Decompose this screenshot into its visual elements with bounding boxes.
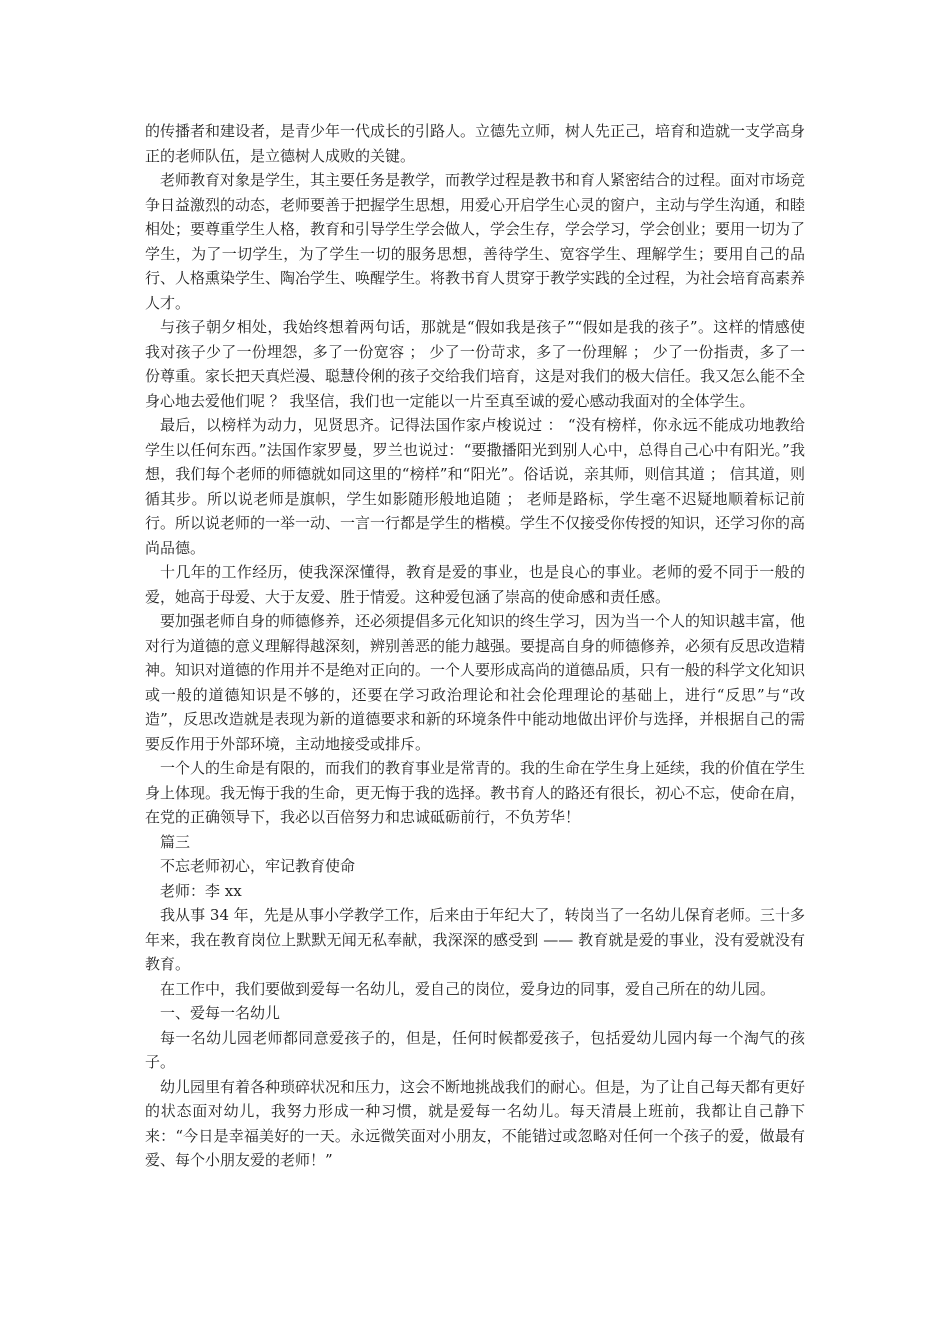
paragraph-2: 老师教育对象是学生，其主要任务是教学，而教学过程是教书和育人紧密结合的过程。面对市场竞争日益激烈的动态，老师要善于把握学生思想，用爱心开启学生心灵的窗户，主动与学生沟通，和睦相处；要尊重学生人格，教育和引导学生学会做人，学会生存，学会学习，学会创业；要用一切为了学生，为了一切学生，为了学生一切的服务思想，善待学生、宽容学生、理解学生；要用自己的品行、人格熏染学生、陶冶学生、唤醒学生。将教书育人贯穿于教学实践的全过程，为社会培育高素养人才。 xyxy=(145,171,806,312)
document-page xyxy=(145,119,805,1173)
paragraph-10: 每一名幼儿园老师都同意爱孩子的，但是，任何时候都爱孩子，包括爱幼儿园内每一个淘气的孩子。 xyxy=(145,1028,805,1071)
paragraph-1: 的传播者和建设者，是青少年一代成长的引路人。立德先立师，树人先正己，培育和造就一支学高身正的老师队伍，是立德树人成败的关键。 xyxy=(145,122,806,165)
paragraph-8: 我从事 34 年，先是从事小学教学工作，后来由于年纪大了，转岗当了一名幼儿保育老师。三十多年来，我在教育岗位上默默无闻无私奉献，我深深的感受到 —— 教育就是爱的事业，没有爱就没有教育。 xyxy=(145,906,805,973)
article-title: 不忘老师初心，牢记教育使命 xyxy=(160,857,356,875)
subheading-1: 一、爱每一名幼儿 xyxy=(160,1004,281,1022)
paragraph-4: 最后，以榜样为动力，见贤思齐。记得法国作家卢梭说过 ： “没有榜样，你永远不能成功地教给学生以任何东西。”法国作家罗曼，罗兰也说过：“要撒播阳光到别人心中，总得自己心中有阳光。”我想，我们每个老师的师德就如同这里的“榜样”和“阳光”。俗话说，亲其师，则信其道 ； 信其道，则循其步。所以说老师是旗帜，学生如影随形般地追随 ； 老师是路标，学生毫不迟疑地顺着标记前行。所以说老师的一举一动、一言一行都是学生的楷模。学生不仅接受你传授的知识，还学习你的高尚品德。 xyxy=(145,416,806,557)
paragraph-11: 幼儿园里有着各种琐碎状况和压力，这会不断地挑战我们的耐心。但是，为了让自己每天都有更好的状态面对幼儿，我努力形成一种习惯，就是爱每一名幼儿。每天清晨上班前，我都让自己静下来：“今日是幸福美好的一天。永远微笑面对小朋友，不能错过或忽略对任何一个孩子的爱，做最有爱、每个小朋友爱的老师！” xyxy=(145,1077,806,1169)
section-heading: 篇三 xyxy=(160,832,191,851)
paragraph-3: 与孩子朝夕相处，我始终想着两句话，那就是“假如我是孩子”“假如是我的孩子”。这样的情感使我对孩子少了一份埋怨，多了一份宽容 ； 少了一份苛求，多了一份理解 ； 少了一份指责，多了一份尊重。家长把天真烂漫、聪慧伶俐的孩子交给我们培育，这是对我们的极大信任。我又怎么能不全身心地去爱他们呢 ？ 我坚信，我们也一定能以一片至真至诚的爱心感动我面对的全体学生。 xyxy=(145,318,806,410)
paragraph-5: 十几年的工作经历，使我深深懂得，教育是爱的事业，也是良心的事业。老师的爱不同于一般的爱，她高于母爱、大于友爱、胜于情爱。这种爱包涵了崇高的使命感和责任感。 xyxy=(145,563,805,606)
paragraph-9: 在工作中，我们要做到爱每一名幼儿，爱自己的岗位，爱身边的同事，爱自己所在的幼儿园。 xyxy=(160,979,776,998)
paragraph-6: 要加强老师自身的师德修养，还必须提倡多元化知识的终生学习，因为当一个人的知识越丰富，他对行为道德的意义理解得越深刻，辨别善恶的能力越强。要提高自身的师德修养，必须有反思改造精神。知识对道德的作用并不是绝对正向的。一个人要形成高尚的道德品质，只有一般的科学文化知识或一般的道德知识是不够的，还要在学习政治理论和社会伦理理论的基础上，进行“反思”与“改造”，反思改造就是表现为新的道德要求和新的环境条件中能动地做出评价与选择，并根据自己的需要反作用于外部环境，主动地接受或排斥。 xyxy=(145,612,806,753)
paragraph-7: 一个人的生命是有限的，而我们的教育事业是常青的。我的生命在学生身上延续，我的价值在学生身上体现。我无悔于我的生命，更无悔于我的选择。教书育人的路还有很长，初心不忘，使命在肩，在党的正确领导下，我必以百倍努力和忠诚砥砺前行，不负芳华！ xyxy=(145,759,806,826)
article-author: 老师：李 xx xyxy=(160,881,242,900)
